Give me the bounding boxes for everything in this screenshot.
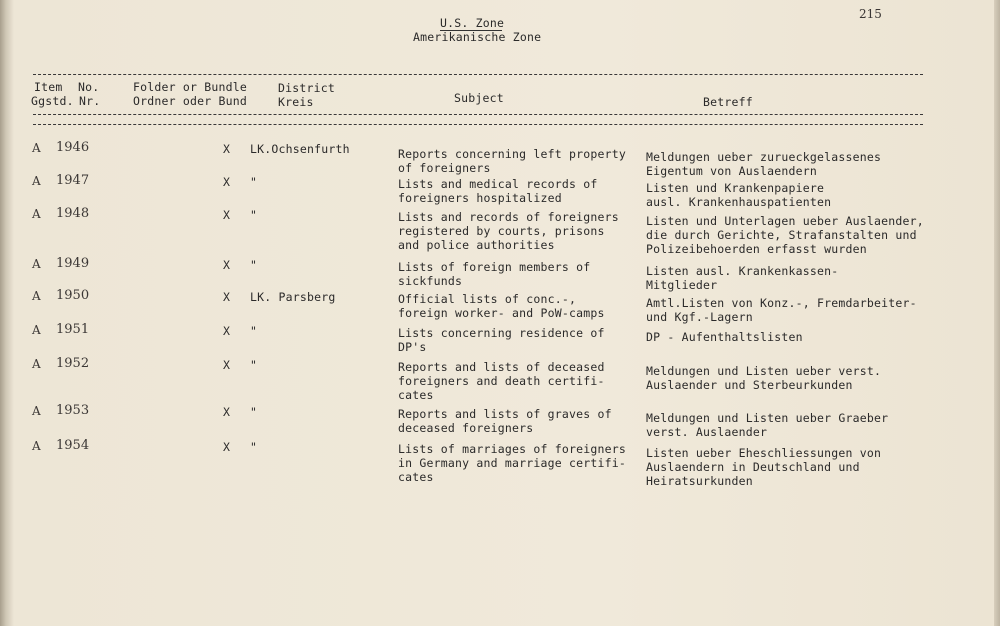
row-betreff-line: Amtl.Listen von Konz.-, Fremdarbeiter-	[646, 296, 917, 310]
row-item: A	[32, 289, 41, 303]
row-betreff-line: Mitglieder	[646, 278, 718, 292]
row-item: A	[32, 141, 41, 155]
row-number: 1953	[56, 403, 90, 418]
row-betreff-line: Meldungen und Listen ueber Graeber	[646, 411, 889, 425]
row-folder: X	[223, 440, 231, 454]
header-district-de: Kreis	[278, 95, 314, 109]
row-district: "	[250, 324, 258, 338]
row-number: 1954	[56, 438, 90, 453]
row-betreff-line: DP - Aufenthaltslisten	[646, 330, 803, 344]
row-number: 1948	[56, 206, 90, 221]
row-item: A	[32, 257, 41, 271]
row-folder: X	[223, 208, 231, 222]
row-subject-line: Lists concerning residence of	[398, 326, 605, 340]
row-subject-line: deceased foreigners	[398, 421, 534, 435]
row-subject-line: sickfunds	[398, 274, 463, 288]
header-no-en: No.	[78, 80, 100, 94]
zone-title: U.S. Zone	[440, 16, 505, 30]
row-betreff-line: und Kgf.-Lagern	[646, 310, 753, 324]
row-folder: X	[223, 175, 231, 189]
row-betreff-line: Heiratsurkunden	[646, 474, 753, 488]
row-subject-line: registered by courts, prisons	[398, 224, 605, 238]
header-district-en: District	[278, 81, 335, 95]
header-rule-mid	[33, 114, 923, 115]
row-district: "	[250, 175, 258, 189]
row-subject-line: cates	[398, 470, 434, 484]
row-subject-line: Lists of marriages of foreigners	[398, 442, 626, 456]
row-subject-line: Reports and lists of graves of	[398, 407, 612, 421]
row-betreff-line: Meldungen ueber zurueckgelassenes	[646, 150, 882, 164]
row-subject-line: in Germany and marriage certifi-	[398, 456, 626, 470]
row-subject-line: foreigners and death certifi-	[398, 374, 605, 388]
row-betreff-line: ausl. Krankenhauspatienten	[646, 195, 832, 209]
row-subject-line: of foreigners	[398, 161, 491, 175]
row-subject-line: and police authorities	[398, 238, 555, 252]
row-number: 1947	[56, 173, 90, 188]
header-no-de: Nr.	[79, 94, 101, 108]
row-item: A	[32, 323, 41, 337]
row-item: A	[32, 404, 41, 418]
zone-subtitle: Amerikanische Zone	[413, 30, 542, 44]
row-betreff-line: verst. Auslaender	[646, 425, 768, 439]
row-district: "	[250, 358, 258, 372]
row-item: A	[32, 357, 41, 371]
header-folder-en: Folder or Bundle	[133, 80, 247, 94]
row-number: 1949	[56, 256, 90, 271]
row-subject-line: Official lists of conc.-,	[398, 292, 577, 306]
row-district: LK.Ochsenfurth	[250, 142, 350, 156]
row-subject-line: foreigners hospitalized	[398, 191, 562, 205]
row-betreff-line: die durch Gerichte, Strafanstalten und	[646, 228, 917, 242]
row-folder: X	[223, 258, 231, 272]
header-betreff: Betreff	[703, 95, 753, 109]
row-folder: X	[223, 358, 231, 372]
header-item-de: Ggstd.	[31, 94, 74, 108]
row-item: A	[32, 174, 41, 188]
page-edge	[994, 0, 1000, 626]
header-item-en: Item	[34, 80, 63, 94]
header-rule-bottom	[33, 124, 923, 125]
row-folder: X	[223, 405, 231, 419]
row-betreff-line: Listen ueber Eheschliessungen von	[646, 446, 882, 460]
row-betreff-line: Listen und Krankenpapiere	[646, 181, 825, 195]
header-folder-de: Ordner oder Bund	[133, 94, 247, 108]
row-betreff-line: Auslaendern in Deutschland und	[646, 460, 860, 474]
row-item: A	[32, 439, 41, 453]
row-item: A	[32, 207, 41, 221]
row-betreff-line: Listen ausl. Krankenkassen-	[646, 264, 839, 278]
row-number: 1946	[56, 140, 90, 155]
row-betreff-line: Polizeibehoerden erfasst wurden	[646, 242, 867, 256]
row-number: 1950	[56, 288, 90, 303]
header-subject: Subject	[454, 91, 504, 105]
row-subject-line: Lists and records of foreigners	[398, 210, 619, 224]
row-district: "	[250, 208, 258, 222]
row-betreff-line: Eigentum von Auslaendern	[646, 164, 817, 178]
row-district: LK. Parsberg	[250, 290, 336, 304]
row-number: 1951	[56, 322, 90, 337]
row-district: "	[250, 440, 258, 454]
row-folder: X	[223, 324, 231, 338]
row-district: "	[250, 405, 258, 419]
row-subject-line: Reports and lists of deceased	[398, 360, 605, 374]
row-subject-line: DP's	[398, 340, 427, 354]
page-number: 215	[859, 7, 882, 21]
row-subject-line: cates	[398, 388, 434, 402]
row-betreff-line: Listen und Unterlagen ueber Auslaender,	[646, 214, 924, 228]
row-subject-line: Reports concerning left property	[398, 147, 626, 161]
row-subject-line: Lists of foreign members of	[398, 260, 591, 274]
row-folder: X	[223, 142, 231, 156]
row-subject-line: foreign worker- and PoW-camps	[398, 306, 605, 320]
row-folder: X	[223, 290, 231, 304]
header-rule-top	[33, 74, 923, 75]
row-betreff-line: Meldungen und Listen ueber verst.	[646, 364, 882, 378]
row-number: 1952	[56, 356, 90, 371]
row-subject-line: Lists and medical records of	[398, 177, 598, 191]
row-district: "	[250, 258, 258, 272]
row-betreff-line: Auslaender und Sterbeurkunden	[646, 378, 853, 392]
